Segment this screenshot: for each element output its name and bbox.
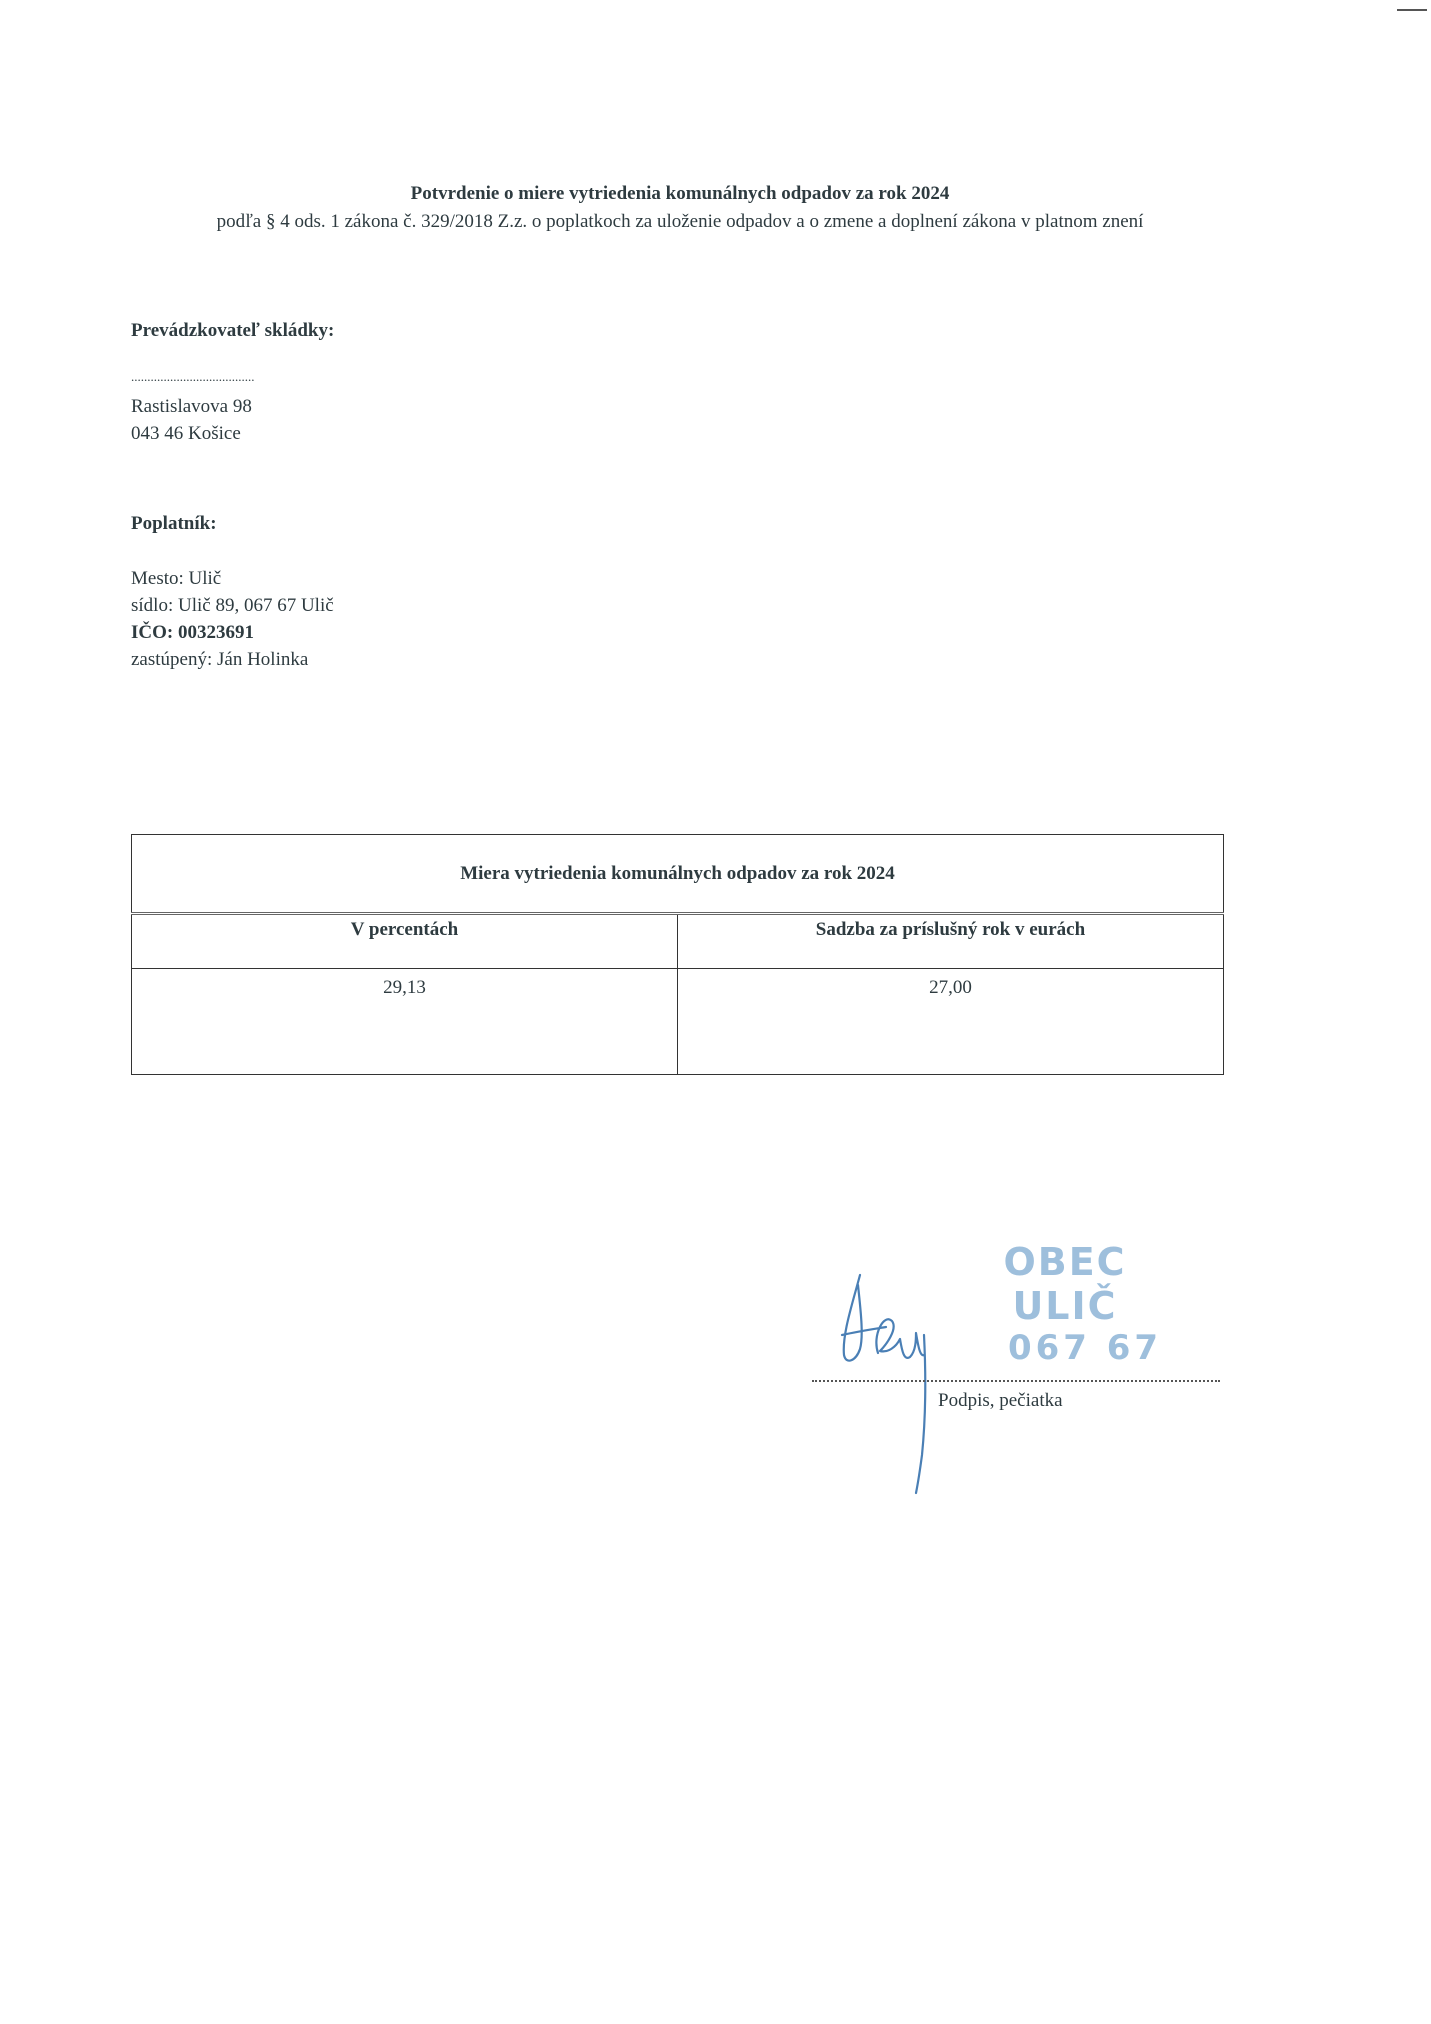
value-percent: 29,13 <box>132 969 678 1075</box>
column-header-rate: Sadzba za príslušný rok v eurách <box>678 914 1224 969</box>
payer-represented: zastúpený: Ján Holinka <box>131 649 309 670</box>
operator-address <box>131 393 252 447</box>
payer-town: Mesto: Ulič <box>131 568 222 589</box>
operator-name-placeholder: ...................................... <box>131 369 255 384</box>
document-header <box>0 180 1360 236</box>
column-header-percent: V percentách <box>132 914 678 969</box>
table-title: Miera vytriedenia komunálnych odpadov za rok 2024 <box>132 835 1224 914</box>
operator-street: Rastislavova 98 <box>131 396 252 417</box>
payer-details <box>131 565 334 673</box>
stamp-line2: 067 67 <box>1007 1328 1163 1368</box>
payer-heading: Poplatník: <box>131 513 217 534</box>
value-rate: 27,00 <box>678 969 1224 1075</box>
document-title: Potvrdenie o miere vytriedenia komunálnych odpadov za rok 2024 <box>410 183 950 204</box>
sorting-rate-table <box>131 834 1224 1075</box>
municipality-stamp <box>955 1240 1175 1368</box>
payer-ico: IČO: 00323691 <box>131 622 254 643</box>
document-subtitle: podľa § 4 ods. 1 zákona č. 329/2018 Z.z. o poplatkoch za uloženie odpadov a o zmene a doplnení zákona v platnom znení <box>216 211 1144 232</box>
operator-city: 043 46 Košice <box>131 423 241 444</box>
signature-label: Podpis, pečiatka <box>938 1390 1063 1411</box>
stamp-line1: OBEC ULIČ <box>1003 1240 1127 1328</box>
payer-seat: sídlo: Ulič 89, 067 67 Ulič <box>131 595 334 616</box>
operator-heading: Prevádzkovateľ skládky: <box>131 320 335 341</box>
signature-line <box>812 1380 1220 1382</box>
scan-edge-mark <box>1397 9 1427 11</box>
